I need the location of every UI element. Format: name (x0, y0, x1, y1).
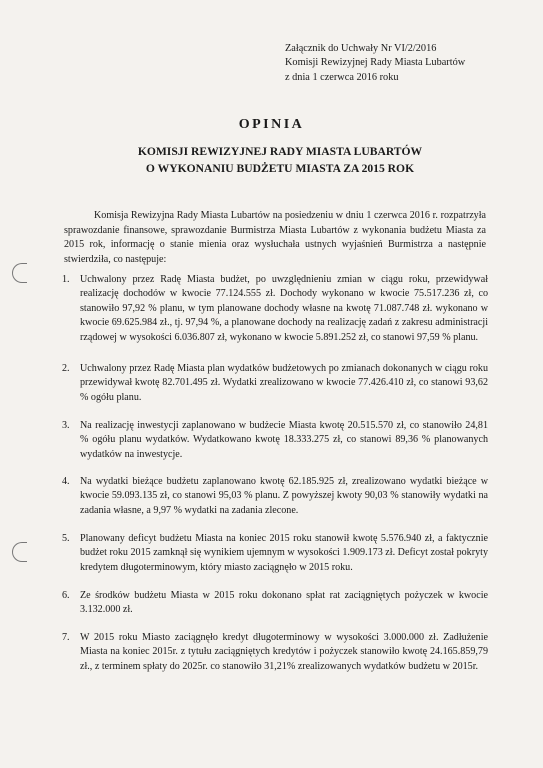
item-number: 2. (62, 363, 70, 374)
document-title: OPINIA (238, 117, 305, 132)
item-number: 4. (62, 476, 70, 487)
punch-hole-mark (12, 542, 27, 562)
list-item (62, 362, 488, 405)
item-text: Uchwalony przez Radę Miasta budżet, po uwzględnieniu zmian w ciągu roku, przewidywał realizację dochodów w kwocie 77.124.555 zł. Dochody wykonano w kwocie 75.517.236 zł, co stanowiło 97,92 % planu, w tym planowane dochody własne na kwotę 71.087.748 zł. wykonano w kwocie 69.625.984 zł., tj. 97,94 %, a planowane dochody na realizację zadań z zakresu administracji rządowej w wysokości 6.036.807 zł, wykonano w kwocie 5.891.252 zł, co stanowi 97,59 % planu. (80, 274, 488, 343)
item-text: Planowany deficyt budżetu Miasta na koniec 2015 roku stanowił kwotę 5.576.940 zł, a faktycznie budżet roku 2015 zamknął się wynikiem ujemnym w wysokości 1.909.173 zł. Deficyt został pokryty kredytem długoterminowym, który miasto zaciągnęło w 2015 roku. (80, 533, 488, 573)
item-text: Na wydatki bieżące budżetu zaplanowano kwotę 62.185.925 zł, zrealizowano wydatki bieżące w kwocie 59.093.135 zł, co stanowi 95,03 % planu. Z powyższej kwoty 90,03 % stanowiły wydatki na zadania własne, a 9,97 % wydatki na zadania zlecone. (80, 476, 488, 516)
list-item (62, 475, 488, 518)
item-text: W 2015 roku Miasto zaciągnęło kredyt długoterminowy w wysokości 3.000.000 zł. Zadłużenie Miasta na koniec 2015r. z tytułu zaciągniętych kredytów i pożyczek stanowiło kwotę 24.165.859,79 zł., z terminem spłaty do 2025r. co stanowiło 31,21% zrealizowanych wydatków budżetu w 2015r. (80, 632, 488, 672)
item-text: Na realizację inwestycji zaplanowano w budżecie Miasta kwotę 20.515.570 zł, co stanowiło 24,81 % ogółu planu wydatków. Wydatkowano kwotę 18.333.275 zł, co stanowi 89,36 % planowanych wydatków na inwestycje. (80, 420, 488, 460)
list-item (62, 419, 488, 462)
header-line: Załącznik do Uchwały Nr VI/2/2016 (285, 43, 437, 54)
subtitle-line: O WYKONANIU BUDŻETU MIASTA ZA 2015 ROK (145, 162, 415, 175)
item-text: Ze środków budżetu Miasta w 2015 roku dokonano spłat rat zaciągniętych pożyczek w kwocie 3.132.000 zł. (80, 590, 488, 616)
list-item (62, 273, 488, 345)
attachment-header (285, 42, 465, 85)
list-item (62, 589, 488, 618)
item-number: 5. (62, 533, 70, 544)
item-text: Uchwalony przez Radę Miasta plan wydatków budżetowych po zmianach dokonanych w ciągu roku przewidywał kwotę 82.701.495 zł. Wydatki zrealizowano w kwocie 77.426.410 zł, co stanowi 93,62 % ogółu planu. (80, 363, 488, 403)
header-line: Komisji Rewizyjnej Rady Miasta Lubartów (285, 57, 466, 69)
intro-paragraph: Komisja Rewizyjna Rady Miasta Lubartów na posiedzeniu w dniu 1 czerwca 2016 r. rozpatrzyła sprawozdanie finansowe, sprawozdanie Burmistrza Miasta Lubartów z wykonania budżetu Miasta za 2015 rok, informację o stanie mienia oraz wysłuchała ustnych wyjaśnień Burmistrza a następnie stwierdziła, co następuje: (64, 210, 486, 265)
punch-hole-mark (12, 263, 27, 283)
list-item (62, 631, 488, 674)
item-number: 1. (62, 274, 70, 285)
document-subtitle (0, 143, 543, 177)
subtitle-line: KOMISJI REWIZYJNEJ RADY MIASTA LUBARTÓW (137, 145, 423, 158)
list-item (62, 532, 488, 575)
header-line: z dnia 1 czerwca 2016 roku (285, 71, 399, 83)
item-number: 3. (62, 420, 70, 431)
item-number: 7. (62, 632, 70, 643)
item-number: 6. (62, 590, 70, 601)
